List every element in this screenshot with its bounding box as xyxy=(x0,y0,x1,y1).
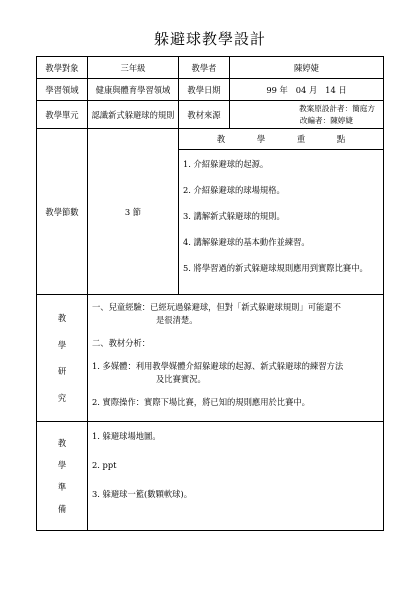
target-value: 三年級 xyxy=(88,57,179,79)
focus-item: 3. 講解新式躲避球的規則。 xyxy=(183,211,285,221)
focus-heading-char: 教 xyxy=(216,134,226,144)
prep-label-char: 教 xyxy=(57,438,67,448)
source-label: 教材來源 xyxy=(179,101,230,129)
date-year: 99 年 xyxy=(266,84,288,95)
periods-label: 教學節數 xyxy=(37,129,88,295)
row-target xyxy=(37,57,384,79)
focus-heading-char: 點 xyxy=(336,134,346,144)
focus-item: 1. 介紹躲避球的起源。 xyxy=(183,159,269,169)
teacher-label: 教學者 xyxy=(179,57,230,79)
prep-item: 3. 躲避球一籃(數顆軟球)。 xyxy=(92,489,192,499)
prep-label xyxy=(37,422,88,531)
date-value xyxy=(230,79,384,101)
research-label-char: 研 xyxy=(57,366,67,377)
research-content xyxy=(88,295,384,422)
research-label-char: 學 xyxy=(57,339,67,350)
date-label: 教學日期 xyxy=(179,79,230,101)
date-month: 04 月 xyxy=(295,84,318,95)
prep-label-char: 備 xyxy=(57,504,67,514)
focus-item: 5. 將學習過的新式躲避球規則應用到實際比賽中。 xyxy=(183,263,368,273)
research-line: 及比賽實況。 xyxy=(156,374,206,384)
research-line: 是很清楚。 xyxy=(156,315,198,325)
research-line: 一、兒童經驗：已經玩過躲避球，但對「新式躲避球規則」可能還不 xyxy=(92,302,341,312)
domain-label: 學習領域 xyxy=(37,79,88,101)
research-line: 1. 多媒體：利用教學媒體介紹躲避球的起源、新式躲避球的練習方法 xyxy=(92,361,344,371)
research-label-char: 教 xyxy=(57,313,67,324)
domain-value: 健康與體育學習領域 xyxy=(88,79,179,101)
prep-item: 2. ppt xyxy=(92,460,117,470)
focus-heading xyxy=(179,129,383,150)
focus-list xyxy=(179,150,383,294)
target-label: 教學對象 xyxy=(37,57,88,79)
row-research xyxy=(37,295,384,422)
teacher-value: 陳婷婕 xyxy=(230,57,384,79)
research-label-char: 究 xyxy=(57,392,67,403)
row-periods xyxy=(37,129,384,295)
date-day: 14 日 xyxy=(325,84,347,95)
periods-value: 3 節 xyxy=(88,129,179,295)
source-designer: 教案原設計者：簡庭方 xyxy=(299,103,375,113)
research-line: 2. 實際操作：實際下場比賽，將已知的規則應用於比賽中。 xyxy=(92,397,310,407)
research-label xyxy=(37,295,88,422)
source-value xyxy=(230,101,384,129)
row-domain xyxy=(37,79,384,101)
source-adapter: 改編者：陳婷婕 xyxy=(299,115,353,125)
unit-value: 認識新式躲避球的規則 xyxy=(88,101,179,129)
prep-content xyxy=(88,422,384,531)
lesson-plan-table xyxy=(36,56,384,531)
page-title: 躲避球教學設計 xyxy=(153,30,266,48)
research-line: 二、教材分析： xyxy=(92,338,151,348)
focus-cell xyxy=(179,129,384,295)
row-unit xyxy=(37,101,384,129)
unit-label: 教學單元 xyxy=(37,101,88,129)
focus-item: 4. 講解躲避球的基本動作並練習。 xyxy=(183,237,310,247)
focus-heading-char: 重 xyxy=(296,134,306,144)
prep-item: 1. 躲避球場地圖。 xyxy=(92,431,161,441)
row-prep xyxy=(37,422,384,531)
focus-item: 2. 介紹躲避球的球場規格。 xyxy=(183,185,285,195)
prep-label-char: 學 xyxy=(57,460,67,470)
focus-heading-char: 學 xyxy=(256,134,266,144)
prep-label-char: 準 xyxy=(57,482,67,492)
